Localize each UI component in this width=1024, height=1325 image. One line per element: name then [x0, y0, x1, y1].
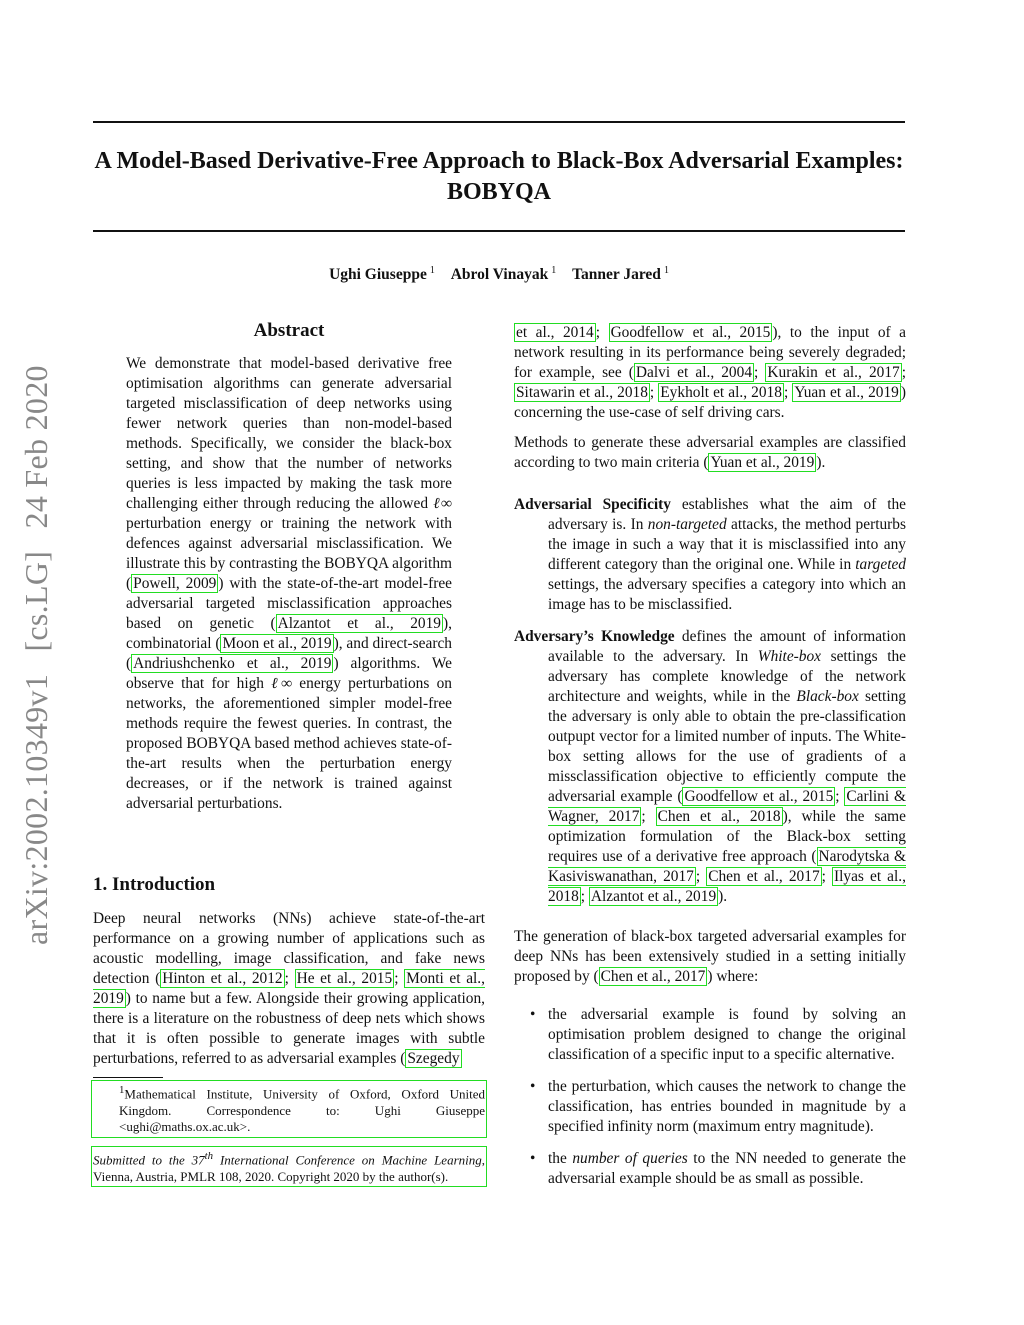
footnote-submission[interactable]: Submitted to the 37th International Conference on Machine Learning, Vienna, Austria, PMLR 108, 2020. Copyright 2020 by the author(s).	[91, 1146, 487, 1187]
setting-bullet-list	[514, 1005, 906, 1189]
paragraph-related-work: et al., 2014 ; Goodfellow et al., 2015 ), to the input of a network resulting in its performance being severely degraded; for example, see ( Dalvi et al., 2004 ; Kurakin et al., 2017 ; Sitawarin et al., 2018 ; Eykholt et al., 2018 ; Yuan et al., 2019 ) concerning the use-case of self driving cars.	[514, 324, 907, 421]
citation-link[interactable]: Powell, 2009	[133, 575, 217, 592]
citation-link[interactable]: Yuan et al., 2019	[794, 384, 899, 401]
author-1: Ughi Giuseppe $^1$	[329, 265, 435, 284]
citation-link[interactable]: Monti et al., 2019	[93, 970, 485, 1007]
citation-link[interactable]: Chen et al., 2018	[657, 808, 781, 825]
abstract-heading: Abstract	[253, 320, 325, 341]
citation-link[interactable]: Ilyas et al., 2018	[548, 868, 906, 905]
list-item: • the number of queries to the NN needed to generate the adversarial example should be as small as possible.	[514, 1149, 906, 1189]
citation-link[interactable]: Narodytska & Kasiviswanathan, 2017	[548, 848, 906, 885]
section-heading-introduction: 1. Introduction	[93, 874, 216, 895]
citation-link[interactable]: Alzantot et al., 2019	[277, 615, 442, 632]
author-list	[93, 265, 905, 284]
definition-adversary-knowledge: Adversary’s Knowledge defines the amount of information available to the adversary. In White-box settings the adversary has complete knowledge of the network architecture and weights, while in the Black-box setting the adversary is only able to obtain the pre-classification outpupt vector for a limited number of inputs. The White-box setting allows for the use of gradients of a missclassification objective to efficiently compute the adversarial example ( Goodfellow et al., 2015 ; Carlini & Wagner, 2017 ; Chen et al., 2018 ), while the same optimization formulation of the Black-box setting requires use of a derivative free approach ( Narodytska & Kasiviswanathan, 2017 ; Chen et al., 2017 ; Ilyas et al., 2018 ; Alzantot et al., 2019 ).	[514, 628, 907, 905]
citation-link[interactable]: Sitawarin et al., 2018	[516, 384, 648, 401]
citation-link[interactable]: Carlini & Wagner, 2017	[548, 788, 906, 825]
list-item: • the adversarial example is found by solving an optimisation problem designed to change the original classification of a specific input to a specific alternative.	[514, 1005, 906, 1065]
citation-link[interactable]: He et al., 2015	[296, 970, 393, 987]
citation-link[interactable]: Dalvi et al., 2004	[635, 364, 753, 381]
arxiv-category: [cs.LG]	[18, 550, 54, 652]
footnote-affiliation[interactable]: $^1$Mathematical Institute, University of Oxford, Oxford United Kingdom. Correspondence to: Ughi Giuseppe <ughi@maths.ox.ac.uk>.	[91, 1080, 487, 1138]
footnote-divider	[93, 1077, 163, 1078]
citation-link[interactable]: Hinton et al., 2012	[162, 970, 283, 987]
citation-link[interactable]: Goodfellow et al., 2015	[610, 324, 771, 341]
citation-link[interactable]: Chen et al., 2017	[708, 868, 820, 885]
citation-link[interactable]: et al., 2014	[516, 324, 594, 341]
author-2: Abrol Vinayak $^1$	[450, 265, 557, 284]
citation-link[interactable]: Goodfellow et al., 2015	[684, 788, 834, 805]
citation-link[interactable]: Eykholt et al., 2018	[660, 384, 782, 401]
paper-title: A Model-Based Derivative-Free Approach to Black-Box Adversarial Examples: BOBYQA	[94, 148, 904, 205]
definition-adversarial-specificity: Adversarial Specificity establishes what the aim of the adversary is. In non-targeted attacks, the method perturbs the image in such a way that it is misclassified into any different category than the original one. While in targeted settings, the adversary specifies a category into which an image has to be misclassified.	[514, 496, 906, 613]
citation-link[interactable]: Andriushchenko et al., 2019	[133, 655, 332, 672]
citation-link[interactable]: Yuan et al., 2019	[710, 454, 815, 471]
citation-link[interactable]: Kurakin et al., 2017	[767, 364, 900, 381]
citation-link[interactable]: Szegedy	[407, 1050, 460, 1067]
abstract-body: We demonstrate that model-based derivative free optimisation algorithms can generate adversarial targeted misclassification of deep networks using fewer network queries than non-model-based methods. Specifically, we consider the black-box setting, and show that the number of networks queries is less impacted by making the task more challenging either through reducing the allowed ℓ∞ perturbation energy or training the network with defences against adversarial misclassification. We illustrate this by contrasting the BOBYQA algorithm ( Powell, 2009 ) with the state-of-the-art model-free adversarial targeted misclassification approaches based on genetic ( Alzantot et al., 2019 ), combinatorial ( Moon et al., 2019 ), and direct-search ( Andriushchenko et al., 2019 ) algorithms. We observe that for high ℓ∞ energy perturbations on networks, the aforementioned simpler model-free methods require the fewest queries. In contrast, the proposed BOBYQA based method achieves state-of-the-art results when the perturbation energy decreases, or if the network is trained against adversarial perturbations.	[126, 355, 452, 812]
citation-link[interactable]: Alzantot et al., 2019	[590, 888, 717, 905]
arxiv-id[interactable]: arXiv:2002.10349v1	[18, 673, 54, 945]
author-3: Tanner Jared $^1$	[572, 265, 669, 284]
title-bottom-rule	[93, 230, 905, 232]
paragraph-setting: The generation of black-box targeted adversarial examples for deep NNs has been extensively studied in a setting initially proposed by ( Chen et al., 2017 ) where:	[514, 928, 906, 985]
arxiv-sidebar	[18, 345, 55, 945]
introduction-body: Deep neural networks (NNs) achieve state-of-the-art performance on a growing number of applications such as acoustic modelling, image classification, and fake news detection ( Hinton et al., 2012 ; He et al., 2015 ; Monti et al., 2019 ) to name but a few. Alongside their growing application, there is a literature on the robustness of deep nets which shows that it is often possible to generate images with subtle perturbations, referred to as adversarial examples ( Szegedy	[93, 910, 485, 1067]
paragraph-criteria: Methods to generate these adversarial examples are classified according to two main criteria ( Yuan et al., 2019 ).	[514, 434, 906, 471]
citation-link[interactable]: Moon et al., 2019	[222, 635, 332, 652]
list-item: • the perturbation, which causes the network to change the classification, has entries bounded in magnitude by a specified infinity norm (maximum entry magnitude).	[514, 1077, 906, 1137]
right-column	[514, 323, 906, 1201]
title-top-rule	[93, 121, 905, 123]
citation-link[interactable]: Chen et al., 2017	[600, 968, 706, 985]
arxiv-date: 24 Feb 2020	[18, 365, 54, 529]
